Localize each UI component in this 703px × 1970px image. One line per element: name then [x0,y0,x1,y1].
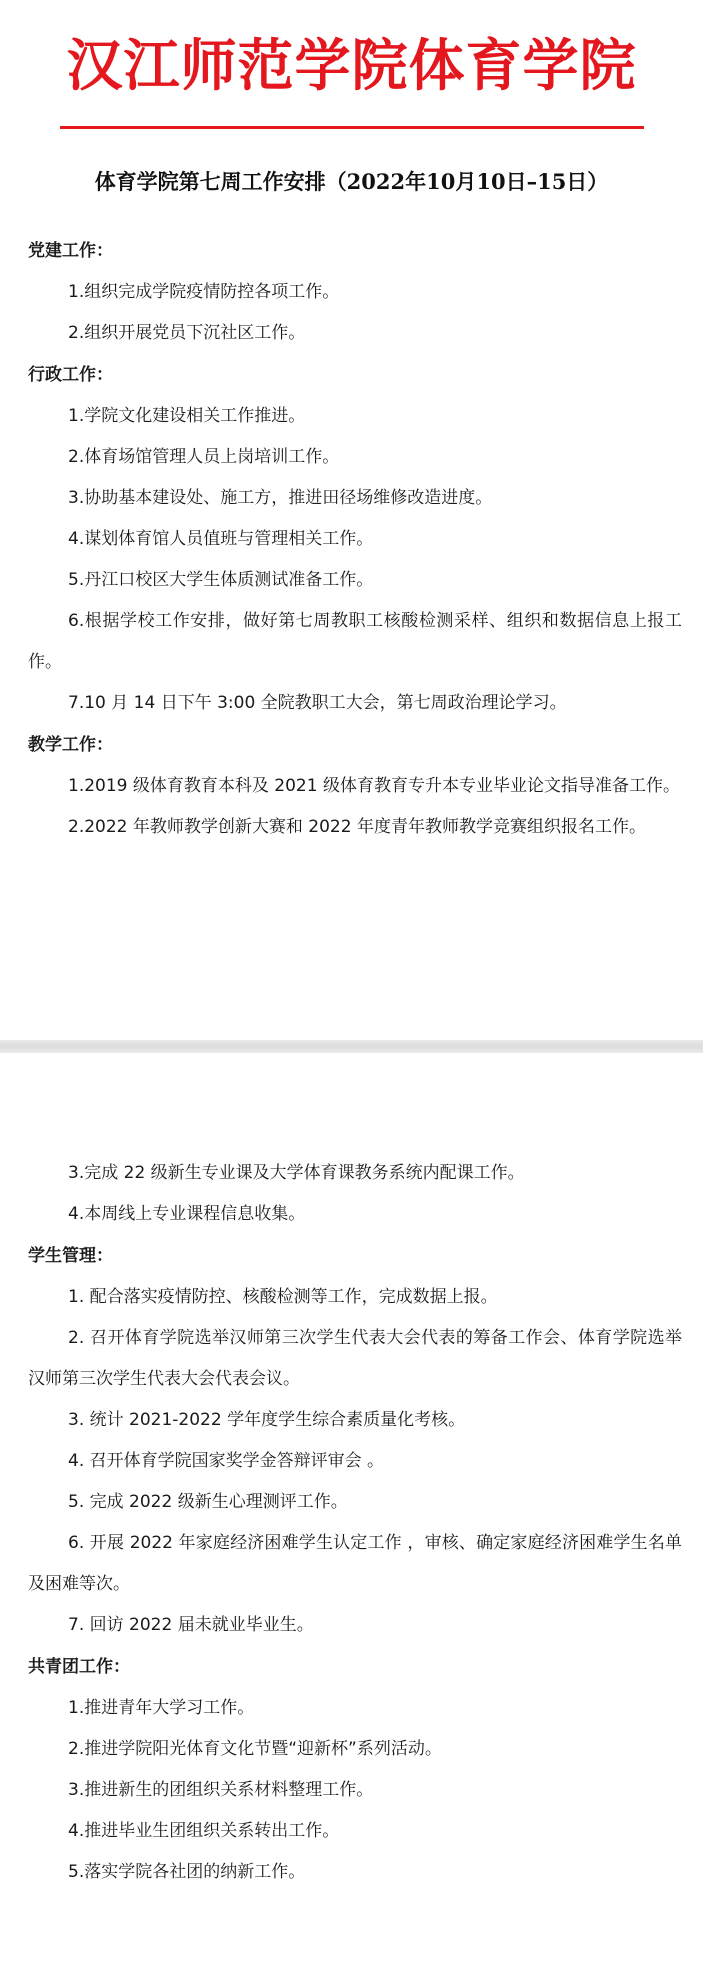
list-item: 1.推进青年大学习工作。 [68,1698,255,1718]
document-title: 体育学院第七周工作安排（2022年10月10日–15日） [94,169,609,194]
list-item: 5.落实学院各社团的纳新工作。 [68,1862,306,1882]
section-heading-student: 学生管理： [28,1246,113,1266]
list-item: 7. 回访 2022 届未就业毕业生。 [68,1615,314,1635]
list-item: 2.组织开展党员下沉社区工作。 [68,323,306,343]
list-item: 1. 配合落实疫情防控、核酸检测等工作，完成数据上报。 [68,1287,498,1307]
list-item: 3.推进新生的团组织关系材料整理工作。 [68,1780,374,1800]
page2-content [28,1153,682,1893]
list-item: 4.本周线上专业课程信息收集。 [68,1204,306,1224]
list-item: 3.协助基本建设处、施工方，推进田径场维修改造进度。 [68,488,493,508]
list-item: 1.2019 级体育教育本科及 2021 级体育教育专升本专业毕业论文指导准备工作。 [68,776,680,796]
header-divider [60,126,644,129]
list-item: 5.丹江口校区大学生体质测试准备工作。 [68,570,374,590]
section-heading-youth-league: 共青团工作： [28,1657,130,1677]
list-item: 3. 统计 2021-2022 学年度学生综合素质量化考核。 [68,1410,466,1430]
list-item: 2.体育场馆管理人员上岗培训工作。 [68,447,340,467]
page1-content [28,230,682,848]
section-heading-teaching: 教学工作： [28,735,113,755]
org-title: 汉江师范学院体育学院 [66,33,637,99]
list-item: 1.组织完成学院疫情防控各项工作。 [68,282,340,302]
section-heading-admin: 行政工作： [28,365,113,385]
list-item: 6. 开展 2022 年家庭经济困难学生认定工作 ，审核、确定家庭经济困难学生名单及困难等次。 [28,1533,682,1594]
list-item: 5. 完成 2022 级新生心理测评工作。 [68,1492,348,1512]
list-item: 4.推进毕业生团组织关系转出工作。 [68,1821,340,1841]
list-item: 6.根据学校工作安排，做好第七周教职工核酸检测采样、组织和数据信息上报工作。 [28,611,682,672]
list-item: 7.10 月 14 日下午 3:00 全院教职工大会，第七周政治理论学习。 [68,693,567,713]
list-item: 2. 召开体育学院选举汉师第三次学生代表大会代表的筹备工作会、体育学院选举汉师第三次学生代表大会代表会议。 [28,1328,682,1389]
list-item: 2.推进学院阳光体育文化节暨“迎新杯”系列活动。 [68,1739,442,1759]
list-item: 2.2022 年教师教学创新大赛和 2022 年度青年教师教学竞赛组织报名工作。 [68,817,646,837]
list-item: 4. 召开体育学院国家奖学金答辩评审会 。 [68,1451,385,1471]
list-item: 4.谋划体育馆人员值班与管理相关工作。 [68,529,374,549]
list-item: 3.完成 22 级新生专业课及大学体育课教务系统内配课工作。 [68,1163,525,1183]
list-item: 1.学院文化建设相关工作推进。 [68,406,306,426]
page-separator [0,1040,703,1053]
section-heading-party: 党建工作： [28,241,113,261]
